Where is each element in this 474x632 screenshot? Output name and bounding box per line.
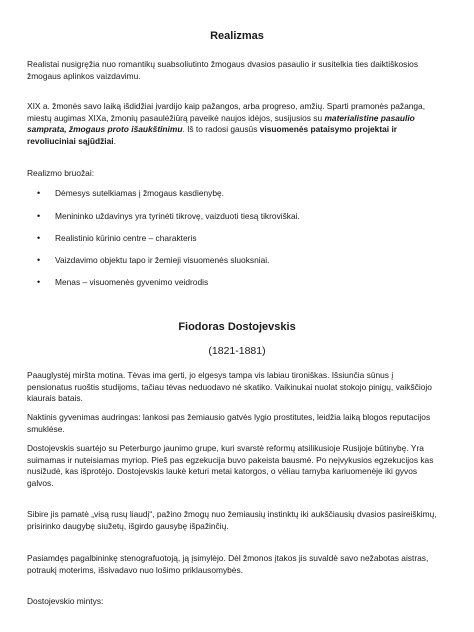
paragraph-progress-end: . [113, 135, 116, 146]
paragraph-arrest: Dostojevskis suartėjo su Peterburgo jaunimo grupe, kuri svarstė reformų atsilikusioje Rusijoje būtinybę. Yra suimamas ir nuteisiamas myriop. Pieš pas egzekucija buvo pakeista bausmė. Po neįvykusios egzekucijos kas nusižudė, kas išprotėjo. Dostojevskis laukė keturi metai katorgos, o vėliau tarnyba kariuomenėje iki gyvos galvos. [27, 443, 434, 488]
bullet-icon: • [37, 277, 41, 287]
list-item-text: Menininko uždavinys yra tyrinėti tikrovę, vaizduoti tiesą tikroviškai. [55, 211, 300, 221]
emphasis-projects: visuomenės pataisymo projektai ir revoliuciniai sąjūdžiai [27, 124, 398, 146]
paragraph-progress-text: XIX a. žmonės savo laiką išdidžiai įvardijo kaip pažangos, arba progreso, amžių. Sparti pramonės pažanga, miestų augimas XIXa, žmonių pasaulėžiūrą paveikė naujos idėjos, susijusios su [27, 101, 426, 123]
list-item-text: Realistinio kūrinio centre – charakteris [55, 233, 197, 243]
paragraph-nightlife: Naktinis gyvenimas audringas: lankosi pas žemiausio gatvės lygio prostitutes, leidžia laiką blogos reputacijos smuklėse. [27, 412, 431, 434]
emphasis-materialism: materialistine pasaulio samprata, žmogaus proto išaukštinimu [27, 112, 415, 135]
paragraph-siberia: Sibire jis pamatė „visą rusų liaudį“, pažino žmogų nuo žemiausių instinktų iki aukščiausių dvasios pasireiškimų, prisirinko daugybę siužetų, išgirdo gausybę išpažinčių. [27, 509, 437, 531]
lifespan-years: (1821-1881) [208, 345, 266, 357]
bullet-icon: • [37, 188, 41, 198]
paragraph-marriage: Pasiamdęs pagalbininkę stenografuotoją, ją įsimylėjo. Dėl žmonos įtakos jis suvaldė savo nežabotas aistras, potraukį moterims, išsivadavo nuo lošimo priklausomybės. [27, 553, 429, 575]
list-item-text: Menas – visuomenės gyvenimo veidrodis [55, 277, 209, 287]
bullet-icon: • [37, 233, 41, 243]
paragraph-intro: Realistai nusigręžia nuo romantikų suabsoliutinto žmogaus dvasios pasaulio ir susitelkia ties daiktiškosios žmogaus aplinkos vaizdavimu. [27, 59, 419, 81]
section-title-dostoevsky: Fiodoras Dostojevskis [178, 321, 296, 333]
paragraph-progress [27, 101, 439, 147]
list-item-text: Vaizdavimo objektu tapo ir žemieji visuomenės sluoksniai. [55, 255, 270, 265]
paragraph-thoughts-label: Dostojevskio mintys: [27, 596, 104, 606]
list-item-text: Dėmesys sutelkiamas į žmogaus kasdienybę. [55, 188, 224, 198]
section-title-realism: Realizmas [210, 30, 264, 42]
paragraph-progress-mid: . Iš to radosi gausūs [182, 124, 260, 135]
traits-label: Realizmo bruožai: [27, 168, 95, 178]
bullet-icon: • [37, 211, 41, 221]
paragraph-childhood: Paauglystėj miršta motina. Tėvas ima gerti, jo elgesys tampa vis labiau tironiškas. Išsiunčia sūnus į pensionatus ruoštis studijoms, tačiau tėvas neduodavo nė skatiko. Vaikinukai nuolat stokojo pinigų, vaikščiojo kiaurais batais. [27, 370, 432, 404]
bullet-icon: • [37, 255, 41, 265]
